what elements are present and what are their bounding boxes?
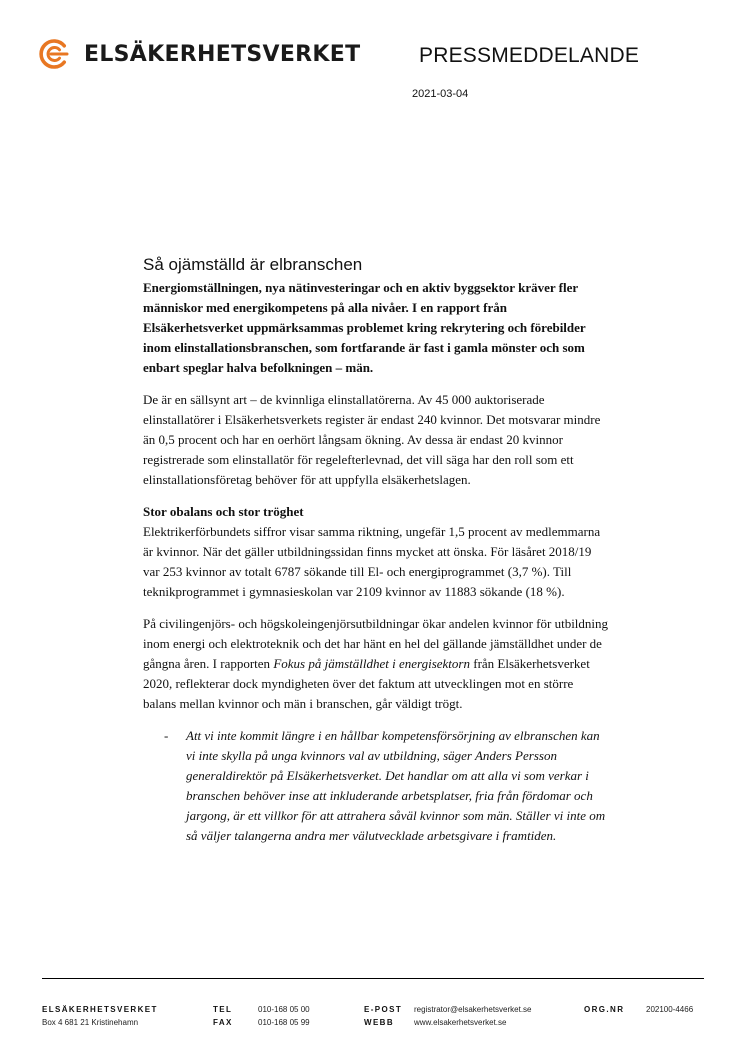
- footer-fax: 010-168 05 99: [258, 1018, 310, 1027]
- quote-dash: -: [164, 728, 169, 743]
- footer-phone-labels: [213, 1003, 233, 1029]
- article-lead: Energiomställningen, nya nätinvesteringar och en aktiv byggsektor kräver fler människor med energikompetens på alla nivåer. I en rapport från Elsäkerhetsverket uppmärksammas problemet kring rekrytering och förebilder inom elinstallationsbranschen, som fortfarande är fast i gamla mönster och som enbart speglar halva befolkningen – män.: [143, 280, 586, 375]
- brand-logo: [36, 36, 360, 72]
- footer-address: Box 4 681 21 Kristinehamn: [42, 1018, 139, 1027]
- footer-org: [42, 1003, 158, 1029]
- footer-phone-values: [258, 1003, 310, 1029]
- article-headline: Så ojämställd är elbranschen: [143, 255, 363, 274]
- quote-block: [143, 726, 609, 846]
- footer-orgnr-box: [646, 1003, 693, 1016]
- paragraph-2: [143, 502, 609, 602]
- footer-orgnr: 202100-4466: [646, 1005, 694, 1014]
- footer-email-label: E-POST: [364, 1005, 403, 1014]
- footer-tel: 010-168 05 00: [258, 1005, 310, 1014]
- report-title: Fokus på jämställdhet i energisektorn: [273, 656, 470, 671]
- section-subheading: Stor obalans och stor tröghet: [143, 504, 304, 519]
- footer-orgnr-label-box: [584, 1003, 624, 1016]
- paragraph-1: De är en sällsynt art – de kvinnliga elinstallatörerna. Av 45 000 auktoriserade elinstallatörer i Elsäkerhetsverkets register är endast 240 kvinnor. Det motsvarar mindre än 0,5 procent och har en oerhört långsam ökning. Av dessa är endast 20 kvinnor registrerade som elinstallatör för regelefterlevnad, det vill säga har den roll som ett elinstallationsföretag behöver för att uppfylla elsäkerhetslagen.: [143, 392, 601, 487]
- paragraph-2-text: Elektrikerförbundets siffror visar samma riktning, ungefär 1,5 procent av medlemmarna är kvinnor. När det gäller utbildningssidan finns mycket att önska. För läsåret 2018/19 var 253 kvinnor av totalt 6787 sökande till El- och energiprogrammet (3,7 %). Till teknikprogrammet i gymnasieskolan var 2109 kvinnor av 11883 sökande (18 %).: [143, 524, 601, 599]
- footer-divider: [42, 978, 704, 979]
- footer-contact-labels: [364, 1003, 402, 1029]
- paragraph-3-text-end: från Elsäkerhetsverket 2020, reflekterar dock myndigheten över det faktum att utvecklingen mot en större balans mellan kvinnor och män i branschen, går väldigt trögt.: [143, 656, 590, 711]
- document-type: PRESSMEDDELANDE: [419, 44, 640, 67]
- footer-contact-values: [414, 1003, 532, 1029]
- footer-tel-label: TEL: [213, 1005, 233, 1014]
- logo-icon: [36, 36, 72, 72]
- footer-web[interactable]: www.elsakerhetsverket.se: [414, 1018, 507, 1027]
- footer-web-label: WEBB: [364, 1018, 395, 1027]
- brand-name: ELSÄKERHETSVERKET: [84, 41, 361, 67]
- article-body: [143, 255, 609, 846]
- footer-orgnr-label: ORG.NR: [584, 1005, 625, 1014]
- footer-email[interactable]: registrator@elsakerhetsverket.se: [414, 1005, 532, 1014]
- document-date: 2021-03-04: [412, 88, 469, 100]
- paragraph-3-text-start: På civilingenjörs- och högskoleingenjörsutbildningar ökar andelen kvinnor för utbildning inom energi och elektroteknik och det har hänt en hel del gällande jämställdhet under de gångna åren. I rapporten: [143, 616, 609, 671]
- paragraph-3: [143, 614, 609, 714]
- quote-text: Att vi inte kommit längre i en hållbar kompetensförsörjning av elbranschen kan vi inte skylla på unga kvinnors val av utbildning, säger Anders Persson generaldirektör på Elsäkerhetsverket. Det handlar om att alla vi som verkar i branschen behöver inse att inkluderande arbetsplatser, fria från fördomar och jargong, är ett villkor för att attrahera såväl kvinnor som män. Ställer vi inte om så väljer talangerna andra mer välutvecklade arbetsgivare i framtiden.: [186, 728, 606, 843]
- footer-org-name: ELSÄKERHETSVERKET: [42, 1005, 158, 1014]
- footer-fax-label: FAX: [213, 1018, 233, 1027]
